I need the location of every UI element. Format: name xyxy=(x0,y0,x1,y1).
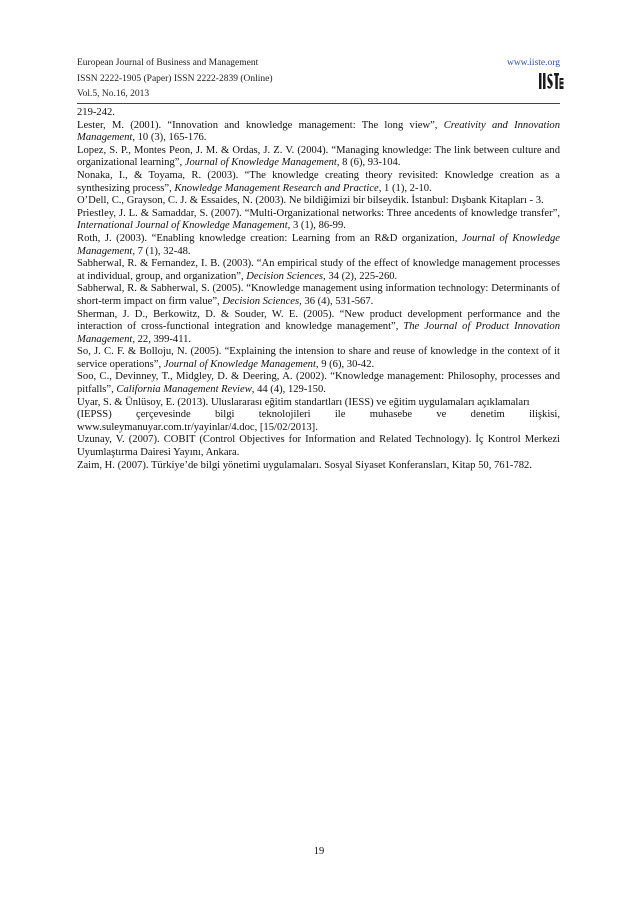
issn-line: ISSN 2222-1905 (Paper) ISSN 2222-2839 (Online) xyxy=(77,73,273,84)
header-rule xyxy=(77,103,560,104)
volume-line: Vol.5, No.16, 2013 xyxy=(77,89,150,99)
reference-text: 36 (4), 531-567. xyxy=(301,295,374,307)
reference-list xyxy=(77,107,560,472)
reference-text: , 22, 399-411. xyxy=(132,333,192,345)
reference-text: Soo, C., Devinney, T., Midgley, D. & Deering, A. (2002). “Knowledge management: Philosophy, processes and pitfalls”, xyxy=(77,371,560,396)
reference-text: , 10 (3), 165-176. xyxy=(132,132,207,144)
reference-text: Nonaka, I., & Toyama, R. (2003). “The knowledge creating theory revisited: Knowledge creation as a synthesizing process”, xyxy=(77,169,560,194)
reference-text: 219-242. xyxy=(77,107,115,118)
reference-text: 1 (1), 2-10. xyxy=(381,182,432,194)
reference-line: Uyar, S. & Ünlüsoy, E. (2013). Uluslararası eğitim standartları (IESS) ve eğitim uygulamaları açıklamaları xyxy=(77,396,530,408)
reference-text: Zaim, H. (2007). Türkiye’de bilgi yönetimi uygulamaları. Sosyal Siyaset Konferansları, Kitap 50, 761-782. xyxy=(77,459,532,471)
reference-source-title: Creativity and Innovation Management xyxy=(77,119,560,144)
reference-line: (IEPSS) çerçevesinde bilgi teknolojileri ile muhasebe ve denetim ilişkisi, xyxy=(77,409,560,421)
reference-text: Sherman, J. D., Berkowitz, D. & Souder, W. E. (2005). “New product development performance and the interaction of cross-functional integration and knowledge management”, xyxy=(77,308,560,333)
reference-text: Roth, J. (2003). “Enabling knowledge creation: Learning from an R&D organization, xyxy=(77,232,462,244)
page-number: 19 xyxy=(313,846,325,857)
reference-item xyxy=(77,397,560,435)
reference-text: , 34 (2), 225-260. xyxy=(323,270,398,282)
reference-item xyxy=(77,460,560,473)
reference-item xyxy=(77,208,560,233)
reference-text: So, J. C. F. & Bolloju, N. (2005). “Explaining the intension to share and reuse of knowledge in the context of it service operations”, xyxy=(77,346,560,370)
reference-line[interactable]: www.suleymanuyar.com.tr/yayinlar/4.doc, [15/02/2013]. xyxy=(77,421,318,433)
reference-item xyxy=(77,371,560,396)
reference-item xyxy=(77,283,560,308)
reference-source-title: Decision Sciences, xyxy=(222,295,302,307)
journal-url-link[interactable]: www.iiste.org xyxy=(506,58,560,68)
reference-text: , 3 (1), 86-99. xyxy=(287,220,346,232)
reference-source-title: International Journal of Knowledge Management xyxy=(77,220,288,232)
reference-item xyxy=(77,107,560,120)
iiste-logo xyxy=(538,70,564,92)
reference-item xyxy=(77,346,560,371)
reference-source-title: The Journal of Product Innovation Management xyxy=(77,321,560,345)
reference-source-title: Journal of Knowledge Management, xyxy=(163,358,319,370)
reference-source-title: Journal of Knowledge Management, xyxy=(184,157,340,169)
reference-item xyxy=(77,120,560,145)
reference-text: Sabherwal, R. & Fernandez, I. B. (2003). “An empirical study of the effect of knowledge management processes at individual, group, and organization”, xyxy=(77,258,560,282)
reference-text: , 7 (1), 32-48. xyxy=(132,245,191,257)
reference-text: Lester, M. (2001). “Innovation and knowledge management: The long view”, xyxy=(77,119,444,131)
reference-text: Uzunay, V. (2007). COBIT (Control Objectives for Information and Related Technology). İç Kontrol Merkezi Uyumlaştırma Dairesi Yayını, Ankara. xyxy=(77,434,560,459)
running-header xyxy=(77,56,560,103)
reference-item xyxy=(77,233,560,258)
reference-text: Lopez, S. P., Montes Peon, J. M. & Ordas, J. Z. V. (2004). “Managing knowledge: The link between culture and organizational learning”, xyxy=(77,144,560,169)
reference-source-title: Knowledge Management Research and Practice, xyxy=(174,182,382,194)
reference-text: O’Dell, C., Grayson, C. J. & Essaides, N. (2003). Ne bildiğimizi bir bilseydik. İstanbul: Dışbank Kitapları - 3. xyxy=(77,195,544,207)
reference-source-title: Decision Sciences xyxy=(246,270,324,282)
reference-text: , 44 (4), 129-150. xyxy=(251,384,326,396)
reference-item xyxy=(77,434,560,459)
reference-item xyxy=(77,145,560,170)
reference-source-title: California Management Review xyxy=(116,384,252,396)
reference-item xyxy=(77,195,560,208)
reference-text: 9 (6), 30-42. xyxy=(318,358,375,370)
reference-item xyxy=(77,258,560,283)
reference-text: 8 (6), 93-104. xyxy=(339,157,401,169)
reference-text: Priestley, J. L. & Samaddar, S. (2007). “Multi-Organizational networks: Three ancedents of knowledge transfer”, xyxy=(77,207,560,219)
journal-name: European Journal of Business and Management xyxy=(77,58,259,68)
reference-item xyxy=(77,309,560,347)
reference-source-title: Journal of Knowledge Management xyxy=(77,232,560,257)
reference-text: Sabherwal, R. & Sabherwal, S. (2005). “Knowledge management using information technology: Determinants of short-term impact on firm value”, xyxy=(77,283,560,307)
reference-item xyxy=(77,170,560,195)
